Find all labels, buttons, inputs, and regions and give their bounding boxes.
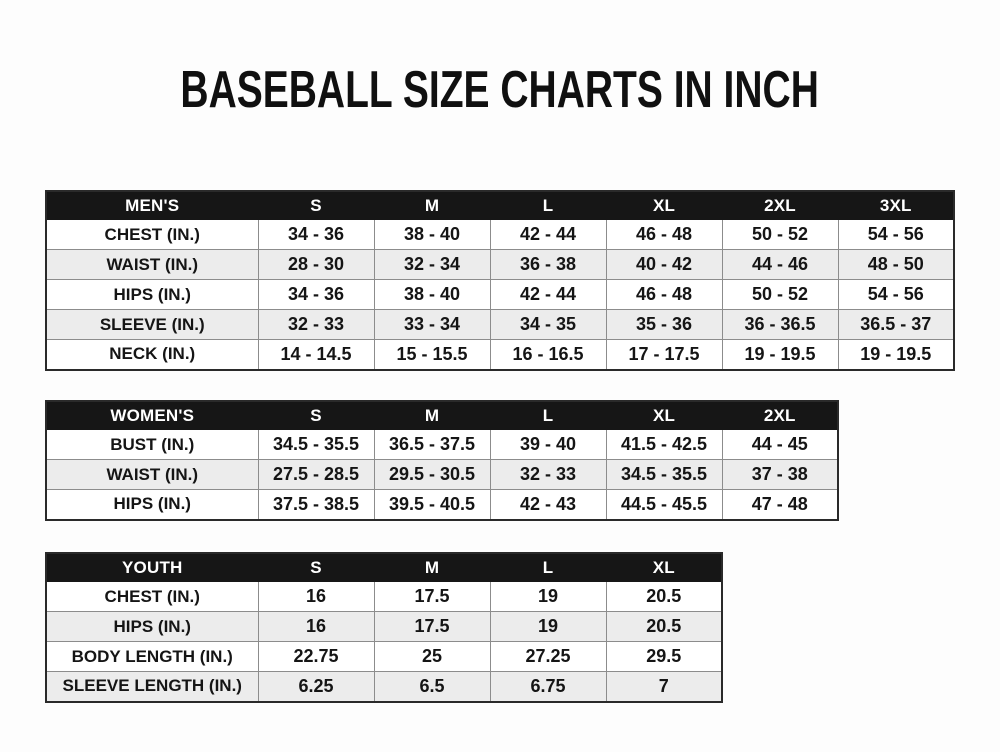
size-value-cell: 36 - 36.5 (722, 310, 838, 340)
size-column-header: L (490, 191, 606, 220)
size-column-header: 2XL (722, 401, 838, 430)
size-column-header: M (374, 191, 490, 220)
size-value-cell: 16 (258, 612, 374, 642)
table-row (46, 612, 722, 642)
size-value-cell: 19 - 19.5 (838, 340, 954, 370)
size-column-header: 2XL (722, 191, 838, 220)
size-value-cell: 36.5 - 37 (838, 310, 954, 340)
row-label: HIPS (IN.) (46, 280, 258, 310)
size-value-cell: 16 (258, 582, 374, 612)
row-label: SLEEVE (IN.) (46, 310, 258, 340)
size-value-cell: 35 - 36 (606, 310, 722, 340)
size-value-cell: 54 - 56 (838, 280, 954, 310)
row-label: BUST (IN.) (46, 430, 258, 460)
size-value-cell: 36 - 38 (490, 250, 606, 280)
size-column-header: L (490, 401, 606, 430)
row-label: HIPS (IN.) (46, 490, 258, 520)
size-value-cell: 34 - 36 (258, 280, 374, 310)
size-table (45, 552, 723, 703)
size-value-cell: 37.5 - 38.5 (258, 490, 374, 520)
row-label: CHEST (IN.) (46, 220, 258, 250)
row-label: WAIST (IN.) (46, 250, 258, 280)
page-title-text: BASEBALL SIZE CHARTS IN INCH (180, 61, 820, 119)
table-row (46, 310, 954, 340)
size-table (45, 400, 839, 521)
row-label: CHEST (IN.) (46, 582, 258, 612)
size-value-cell: 29.5 (606, 642, 722, 672)
table-row (46, 460, 838, 490)
table-row (46, 220, 954, 250)
table-row (46, 430, 838, 460)
size-column-header: L (490, 553, 606, 582)
size-value-cell: 39 - 40 (490, 430, 606, 460)
size-value-cell: 34 - 35 (490, 310, 606, 340)
size-value-cell: 54 - 56 (838, 220, 954, 250)
size-value-cell: 20.5 (606, 582, 722, 612)
size-value-cell: 22.75 (258, 642, 374, 672)
size-table-youth (45, 552, 723, 703)
size-value-cell: 38 - 40 (374, 280, 490, 310)
size-value-cell: 6.25 (258, 672, 374, 702)
table-title-cell: MEN'S (46, 191, 258, 220)
size-value-cell: 19 (490, 612, 606, 642)
table-row (46, 582, 722, 612)
size-value-cell: 25 (374, 642, 490, 672)
size-column-header: XL (606, 553, 722, 582)
size-value-cell: 42 - 44 (490, 220, 606, 250)
size-value-cell: 32 - 33 (258, 310, 374, 340)
size-value-cell: 36.5 - 37.5 (374, 430, 490, 460)
size-value-cell: 44.5 - 45.5 (606, 490, 722, 520)
size-value-cell: 38 - 40 (374, 220, 490, 250)
table-row (46, 672, 722, 702)
size-value-cell: 44 - 45 (722, 430, 838, 460)
row-label: HIPS (IN.) (46, 612, 258, 642)
size-value-cell: 33 - 34 (374, 310, 490, 340)
table-row (46, 490, 838, 520)
size-value-cell: 46 - 48 (606, 280, 722, 310)
table-header-row (46, 553, 722, 582)
table-header-row (46, 401, 838, 430)
size-value-cell: 44 - 46 (722, 250, 838, 280)
size-column-header: M (374, 553, 490, 582)
size-value-cell: 34.5 - 35.5 (606, 460, 722, 490)
row-label: SLEEVE LENGTH (IN.) (46, 672, 258, 702)
size-value-cell: 15 - 15.5 (374, 340, 490, 370)
size-column-header: XL (606, 401, 722, 430)
size-value-cell: 34 - 36 (258, 220, 374, 250)
table-row (46, 250, 954, 280)
size-table-mens (45, 190, 955, 371)
size-value-cell: 32 - 33 (490, 460, 606, 490)
row-label: BODY LENGTH (IN.) (46, 642, 258, 672)
size-column-header: XL (606, 191, 722, 220)
size-value-cell: 27.25 (490, 642, 606, 672)
size-value-cell: 39.5 - 40.5 (374, 490, 490, 520)
size-value-cell: 32 - 34 (374, 250, 490, 280)
size-table-womens (45, 400, 839, 521)
size-value-cell: 47 - 48 (722, 490, 838, 520)
size-value-cell: 19 - 19.5 (722, 340, 838, 370)
table-header-row (46, 191, 954, 220)
size-value-cell: 29.5 - 30.5 (374, 460, 490, 490)
size-table (45, 190, 955, 371)
size-value-cell: 7 (606, 672, 722, 702)
size-value-cell: 27.5 - 28.5 (258, 460, 374, 490)
size-value-cell: 17 - 17.5 (606, 340, 722, 370)
size-value-cell: 20.5 (606, 612, 722, 642)
size-value-cell: 6.5 (374, 672, 490, 702)
size-value-cell: 37 - 38 (722, 460, 838, 490)
size-value-cell: 50 - 52 (722, 280, 838, 310)
size-value-cell: 19 (490, 582, 606, 612)
row-label: WAIST (IN.) (46, 460, 258, 490)
row-label: NECK (IN.) (46, 340, 258, 370)
size-value-cell: 46 - 48 (606, 220, 722, 250)
size-value-cell: 40 - 42 (606, 250, 722, 280)
size-value-cell: 34.5 - 35.5 (258, 430, 374, 460)
size-column-header: M (374, 401, 490, 430)
size-value-cell: 14 - 14.5 (258, 340, 374, 370)
table-title-cell: WOMEN'S (46, 401, 258, 430)
table-row (46, 340, 954, 370)
size-value-cell: 17.5 (374, 612, 490, 642)
size-value-cell: 16 - 16.5 (490, 340, 606, 370)
size-value-cell: 6.75 (490, 672, 606, 702)
size-value-cell: 28 - 30 (258, 250, 374, 280)
size-column-header: 3XL (838, 191, 954, 220)
size-column-header: S (258, 553, 374, 582)
size-value-cell: 42 - 43 (490, 490, 606, 520)
size-value-cell: 17.5 (374, 582, 490, 612)
table-row (46, 642, 722, 672)
table-row (46, 280, 954, 310)
table-title-cell: YOUTH (46, 553, 258, 582)
size-column-header: S (258, 401, 374, 430)
size-value-cell: 48 - 50 (838, 250, 954, 280)
size-value-cell: 42 - 44 (490, 280, 606, 310)
size-value-cell: 41.5 - 42.5 (606, 430, 722, 460)
page-title (0, 61, 1000, 119)
size-column-header: S (258, 191, 374, 220)
size-value-cell: 50 - 52 (722, 220, 838, 250)
